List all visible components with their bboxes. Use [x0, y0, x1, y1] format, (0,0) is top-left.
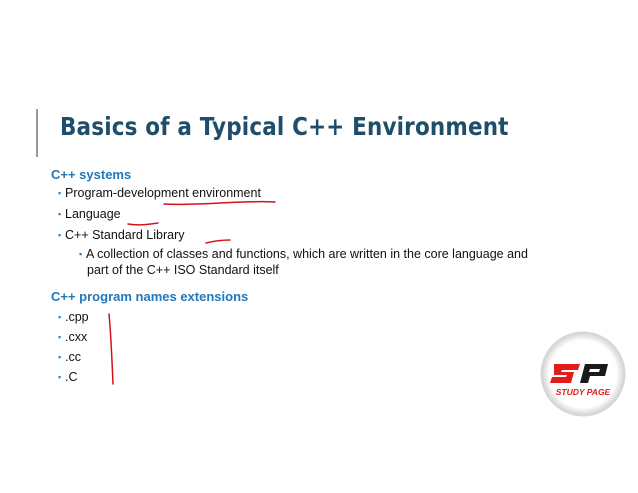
- bullet-icon: ▪: [79, 249, 83, 259]
- bullet-icon: ▪: [58, 312, 62, 322]
- list-item: ▪ .cxx: [58, 330, 88, 344]
- list-item: ▪ C++ Standard Library: [58, 228, 185, 242]
- list-item: ▪ Language: [58, 207, 121, 221]
- underline-annotation: [164, 202, 275, 205]
- sub-list-item-continuation: part of the C++ ISO Standard itself: [87, 263, 279, 277]
- list-item: ▪ .cpp: [58, 310, 89, 324]
- slide-title: Basics of a Typical C++ Environment: [60, 112, 509, 141]
- bullet-icon: ▪: [58, 352, 62, 362]
- logo-text: STUDY PAGE: [555, 387, 611, 397]
- section-heading-cpp-systems: C++ systems: [51, 167, 132, 182]
- sub-list-item: ▪ A collection of classes and functions, which are written in the core language and: [79, 247, 528, 261]
- list-item: ▪ .C: [58, 370, 78, 384]
- bullet-icon: ▪: [58, 209, 62, 219]
- list-item: ▪ .cc: [58, 350, 81, 364]
- bullet-icon: ▪: [58, 230, 62, 240]
- bracket-annotation: [109, 314, 113, 384]
- underline-annotation: [128, 223, 158, 225]
- bullet-icon: ▪: [58, 332, 62, 342]
- underline-annotation: [206, 240, 230, 243]
- bullet-icon: ▪: [58, 188, 62, 198]
- study-page-logo: [540, 331, 626, 417]
- section-heading-extensions: C++ program names extensions: [51, 289, 249, 304]
- list-item: ▪ Program-development environment: [58, 186, 261, 200]
- bullet-icon: ▪: [58, 372, 62, 382]
